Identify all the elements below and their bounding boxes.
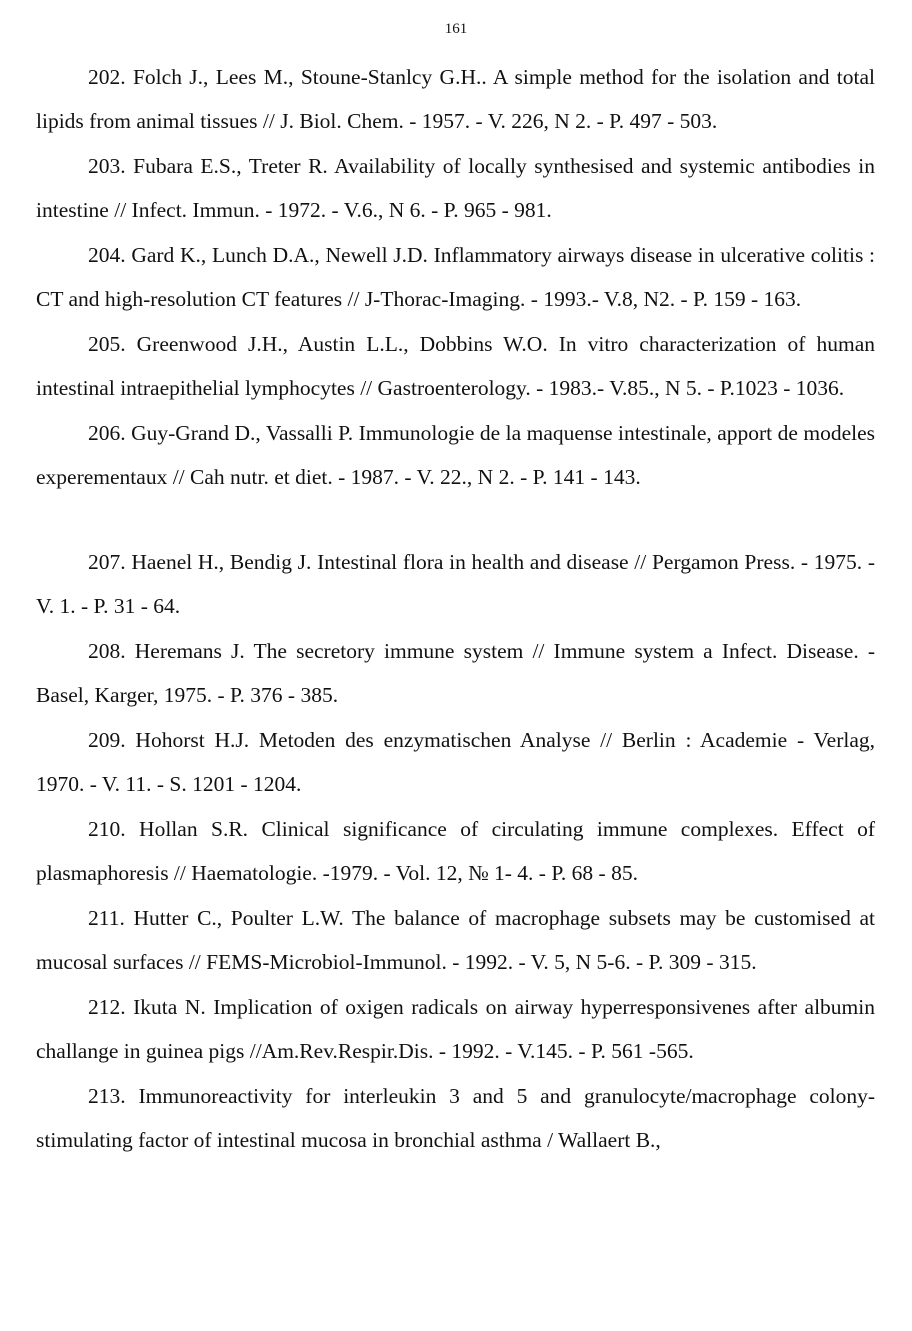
- reference-text: Immunoreactivity for interleukin 3 and 5 and granulocyte/macrophage colony-stimulating factor of intestinal mucosa in bronchial asthma / Wallaert B.,: [36, 1084, 875, 1152]
- reference-number: 209.: [88, 728, 126, 752]
- reference-list: [36, 56, 875, 1164]
- reference-number: 208.: [88, 639, 126, 663]
- reference-213: [36, 1075, 875, 1162]
- reference-208: [36, 630, 875, 717]
- reference-203: [36, 145, 875, 232]
- reference-number: 203.: [88, 154, 126, 178]
- reference-205: [36, 323, 875, 410]
- reference-text: Hohorst H.J. Metoden des enzymatischen Analyse // Berlin : Academie - Verlag, 1970. - V. 11. - S. 1201 - 1204.: [36, 728, 875, 796]
- reference-number: 206.: [88, 421, 126, 445]
- reference-text: Hutter C., Poulter L.W. The balance of macrophage subsets may be customised at mucosal surfaces // FEMS-Microbiol-Immunol. - 1992. - V. 5, N 5-6. - P. 309 - 315.: [36, 906, 875, 974]
- reference-209: [36, 719, 875, 806]
- reference-number: 202.: [88, 65, 126, 89]
- reference-number: 205.: [88, 332, 126, 356]
- reference-number: 212.: [88, 995, 126, 1019]
- reference-text: Hollan S.R. Clinical significance of circulating immune complexes. Effect of plasmaphoresis // Haematologie. -1979. - Vol. 12, № 1- 4. - P. 68 - 85.: [36, 817, 875, 885]
- reference-202: [36, 56, 875, 143]
- reference-number: 211.: [88, 906, 125, 930]
- reference-text: Folch J., Lees M., Stoune-Stanlcy G.H.. A simple method for the isolation and total lipids from animal tissues // J. Biol. Chem. - 1957. - V. 226, N 2. - P. 497 - 503.: [36, 65, 876, 133]
- reference-210: [36, 808, 875, 895]
- reference-206: [36, 412, 875, 499]
- reference-number: 204.: [88, 243, 126, 267]
- reference-number: 213.: [88, 1084, 126, 1108]
- reference-211: [36, 897, 875, 984]
- reference-204: [36, 234, 875, 321]
- reference-text: Ikuta N. Implication of oxigen radicals on airway hyperresponsivenes after albumin challange in guinea pigs //Am.Rev.Respir.Dis. - 1992. - V.145. - P. 561 -565.: [36, 995, 875, 1063]
- reference-text: Haenel H., Bendig J. Intestinal flora in health and disease // Pergamon Press. - 1975. - V. 1. - P. 31 - 64.: [36, 550, 875, 618]
- reference-number: 207.: [88, 550, 126, 574]
- reference-text: Gard K., Lunch D.A., Newell J.D. Inflammatory airways disease in ulcerative colitis : CT and high-resolution CT features // J-Thorac-Imaging. - 1993.- V.8, N2. - P. 159 - 163.: [36, 243, 875, 311]
- page-number: 161: [444, 21, 468, 37]
- reference-number: 210.: [88, 817, 126, 841]
- reference-text: Greenwood J.H., Austin L.L., Dobbins W.O. In vitro characterization of human intestinal intraepithelial lymphocytes // Gastroenterology. - 1983.- V.85., N 5. - P.1023 - 1036.: [36, 332, 876, 400]
- reference-text: Guy-Grand D., Vassalli P. Immunologie de la maquense intestinale, apport de modeles experementaux // Cah nutr. et diet. - 1987. - V. 22., N 2. - P. 141 - 143.: [36, 421, 875, 489]
- reference-text: Heremans J. The secretory immune system // Immune system a Infect. Disease. - Basel, Karger, 1975. - P. 376 - 385.: [36, 639, 876, 707]
- reference-207: [36, 541, 875, 628]
- reference-text: Fubara E.S., Treter R. Availability of locally synthesised and systemic antibodies in intestine // Infect. Immun. - 1972. - V.6., N 6. - P. 965 - 981.: [36, 154, 875, 222]
- reference-212: [36, 986, 875, 1073]
